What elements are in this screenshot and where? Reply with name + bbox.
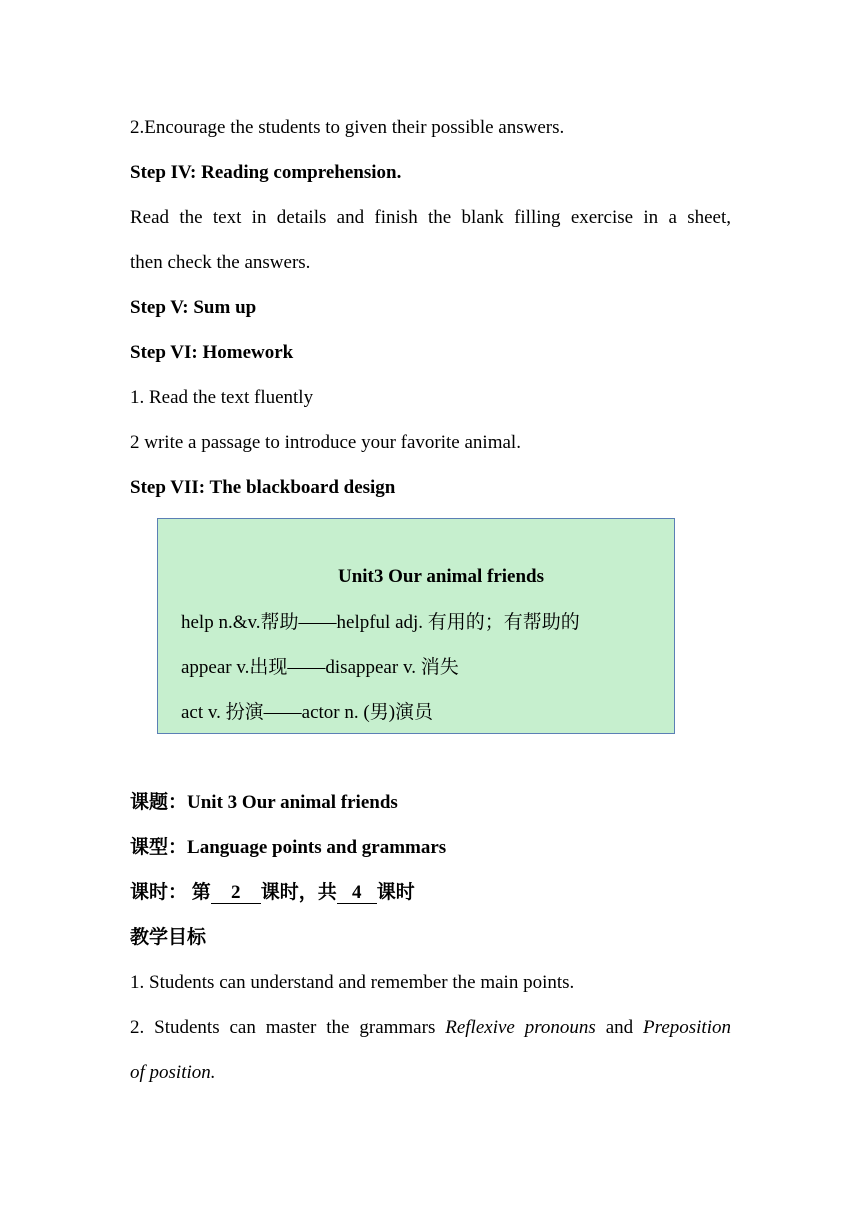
objective-2-continued [130,1062,216,1084]
board-row-help: help n.&v.帮助——helpful adj. 有用的；有帮助的 [181,612,580,633]
step-vii-heading: Step VII: The blackboard design [130,477,396,498]
board-row-appear: appear v.出现——disappear v. 消失 [181,657,459,678]
lesson-period [130,882,415,904]
topic-value: Unit 3 Our animal friends [187,792,398,813]
objectives-heading: 教学目标 [130,927,207,948]
type-label: 课型： [130,837,188,858]
objective-2-reflexive: Reflexive pronouns [445,1017,596,1038]
objective-2-and: and [595,1017,644,1038]
step-iv-heading: Step IV: Reading comprehension. [130,162,402,183]
period-label: 课时： 第 [130,882,211,903]
objective-1: 1. Students can understand and remember the main points. [130,972,575,993]
period-number: 2 [211,883,261,904]
type-value: Language points and grammars [187,837,447,858]
objective-2-of-position: of position. [130,1062,216,1083]
objective-2-text: 2. Students can master the grammars [130,1017,446,1038]
board-title: Unit3 Our animal friends [337,566,545,587]
reading-line-2: then check the answers. [130,252,311,273]
topic-label: 课题： [130,792,188,813]
board-row-act: act v. 扮演——actor n. (男)演员 [181,702,434,723]
period-total: 4 [337,883,377,904]
period-end: 课时 [376,882,415,903]
homework-item-1: 1. Read the text fluently [130,387,314,408]
period-mid: 课时，共 [260,882,337,903]
homework-item-2: 2 write a passage to introduce your favorite animal. [130,432,521,453]
objective-2-preposition: Preposition [643,1017,731,1038]
step-v-heading: Step V: Sum up [130,297,257,318]
encourage-line: 2.Encourage the students to given their possible answers. [130,117,565,138]
blackboard-design-box [157,518,675,734]
reading-line-1: Read the text in details and finish the blank filling exercise in a sheet, [130,207,731,228]
objective-2 [130,1017,731,1039]
lesson-type [130,837,446,859]
step-vi-heading: Step VI: Homework [130,342,294,363]
lesson-topic [130,792,398,814]
